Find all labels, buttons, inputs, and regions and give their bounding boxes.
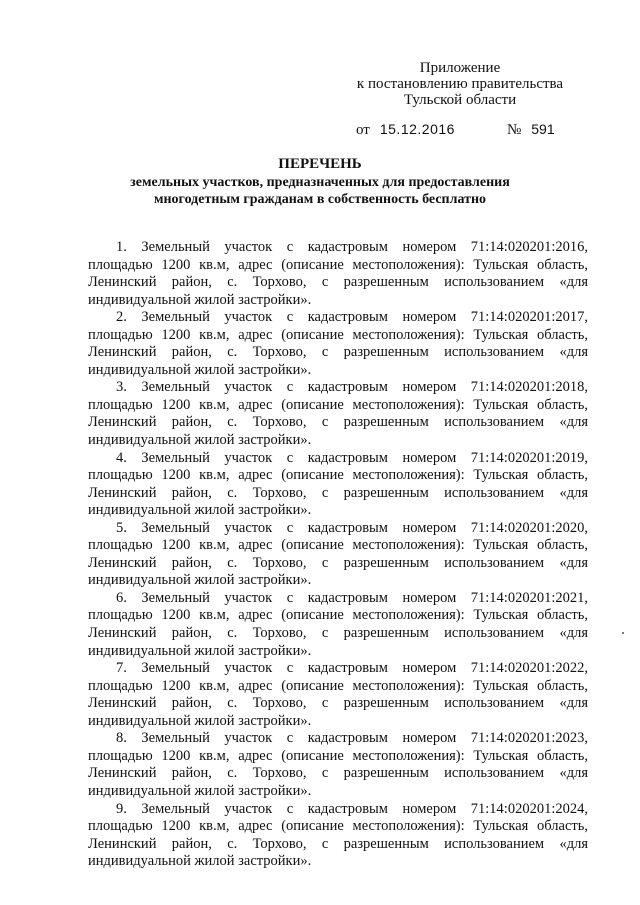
list-item: 7. Земельный участок с кадастровым номером 71:14:020201:2022, площадью 1200 кв.м, адрес (описание местоположения): Тульская область, Ленинский район, с. Торхово, с разрешенным использованием «для индивидуальной жилой застройки».: [88, 660, 588, 729]
scan-speck: [622, 632, 624, 634]
list-item: 1. Земельный участок с кадастровым номером 71:14:020201:2016, площадью 1200 кв.м, адрес (описание местоположения): Тульская область, Ленинский район, с. Торхово, с разрешенным использованием «для индивидуальной жилой застройки».: [88, 239, 588, 308]
list-item: 6. Земельный участок с кадастровым номером 71:14:020201:2021, площадью 1200 кв.м, адрес (описание местоположения): Тульская область, Ленинский район, с. Торхово, с разрешенным использованием «для индивидуальной жилой застройки».: [88, 589, 588, 659]
list-item: 9. Земельный участок с кадастровым номером 71:14:020201:2024, площадью 1200 кв.м, адрес (описание местоположения): Тульская область, Ленинский район, с. Торхово, с разрешенным использованием «для индивидуальной жилой застройки».: [88, 800, 588, 870]
appendix-line: Приложение: [419, 60, 501, 76]
list-item: 3. Земельный участок с кадастровым номером 71:14:020201:2018, площадью 1200 кв.м, адрес (описание местоположения): Тульская область, Ленинский район, с. Торхово, с разрешенным использованием «для индивидуальной жилой застройки».: [88, 379, 588, 449]
list-item: 5. Земельный участок с кадастровым номером 71:14:020201:2020, площадью 1200 кв.м, адрес (описание местоположения): Тульская область, Ленинский район, с. Торхово, с разрешенным использованием «для индивидуальной жилой застройки».: [88, 519, 588, 589]
list-item: 8. Земельный участок с кадастровым номером 71:14:020201:2023, площадью 1200 кв.м, адрес (описание местоположения): Тульская область, Ленинский район, с. Торхово, с разрешенным использованием «для индивидуальной жилой застройки».: [88, 730, 588, 799]
document-title: ПЕРЕЧЕНЬ: [278, 156, 362, 172]
appendix-header: [340, 60, 580, 108]
subtitle-line: земельных участков, предназначенных для предоставления: [130, 175, 510, 190]
list-item: 2. Земельный участок с кадастровым номером 71:14:020201:2017, площадью 1200 кв.м, адрес (описание местоположения): Тульская область, Ленинский район, с. Торхово, с разрешенным использованием «для индивидуальной жилой застройки».: [88, 309, 588, 378]
number-sign: №: [506, 122, 522, 138]
decree-number: 591: [531, 121, 555, 137]
appendix-line: Тульской области: [403, 92, 517, 108]
from-label: от: [356, 122, 370, 138]
document-subtitle: [100, 174, 540, 208]
decree-date: 15.12.2016: [379, 121, 455, 137]
subtitle-line: многодетным гражданам в собственность бесплатно: [153, 192, 487, 207]
decree-date-number: [356, 120, 555, 139]
list-item: 4. Земельный участок с кадастровым номером 71:14:020201:2019, площадью 1200 кв.м, адрес (описание местоположения): Тульская область, Ленинский район, с. Торхово, с разрешенным использованием «для индивидуальной жилой застройки».: [88, 449, 588, 519]
appendix-line: к постановлению правительства: [356, 76, 564, 92]
land-plot-list: [88, 239, 588, 871]
